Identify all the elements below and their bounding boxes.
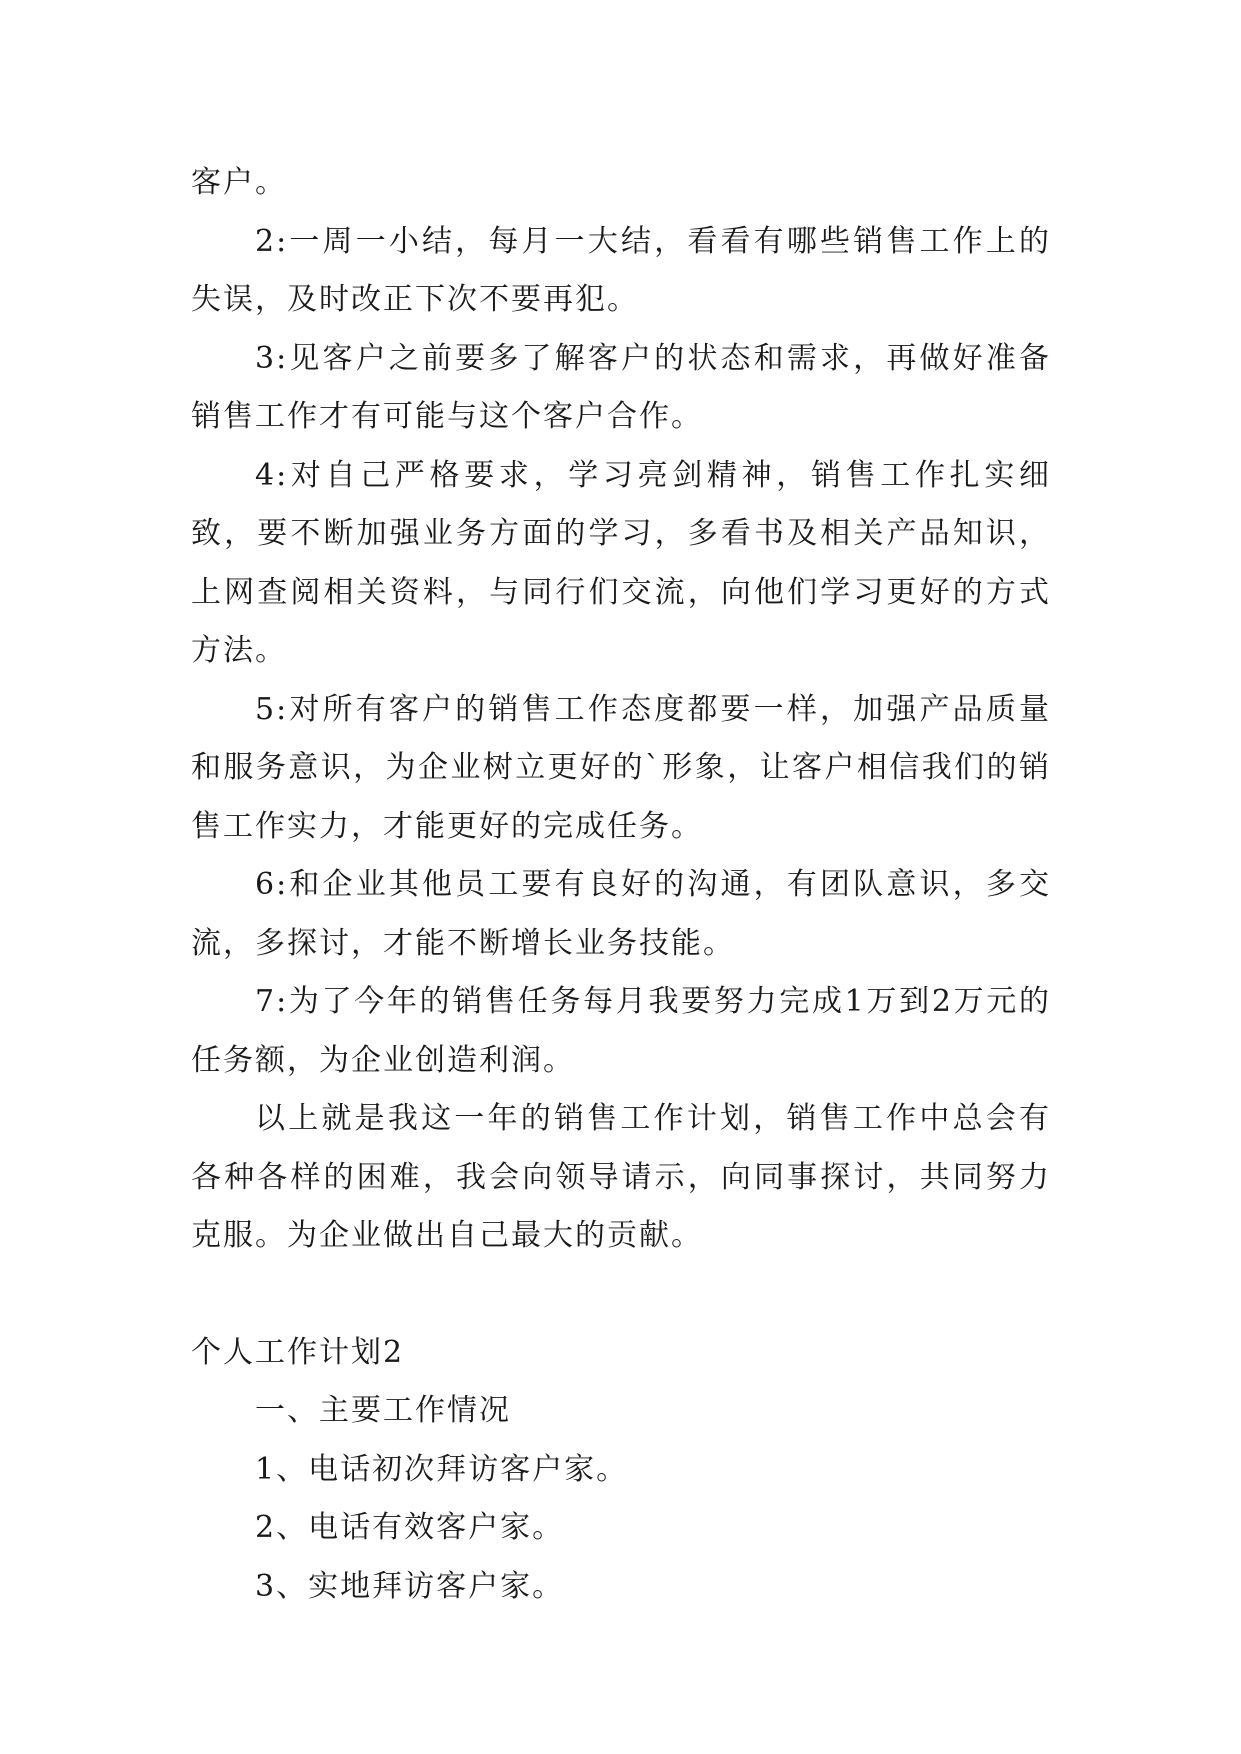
subsection-heading: 一、主要工作情况 xyxy=(255,1393,511,1428)
paragraph-conclusion: 以上就是我这一年的销售工作计划，销售工作中总会有各种各样的困难，我会向领导请示，向同事探讨，共同努力克服。为企业做出自己最大的贡献。 xyxy=(191,1101,1051,1253)
paragraph-item-5: 5:对所有客户的销售工作态度都要一样，加强产品质量和服务意识，为企业树立更好的`形象，让客户相信我们的销售工作实力，才能更好的完成任务。 xyxy=(191,691,1051,844)
section-spacer xyxy=(191,1266,1051,1324)
paragraph-item-6: 6:和企业其他员工要有良好的沟通，有团队意识，多交流，多探讨，才能不断增长业务技能。 xyxy=(191,867,1051,961)
paragraph-item-7: 7:为了今年的销售任务每月我要努力完成1万到2万元的任务额，为企业创造利润。 xyxy=(191,984,1051,1078)
list-item: 2、电话有效客户家。 xyxy=(255,1510,565,1545)
paragraph-item-2: 2:一周一小结，每月一大结，看看有哪些销售工作上的失误，及时改正下次不要再犯。 xyxy=(191,223,1051,317)
list-item: 3、实地拜访客户家。 xyxy=(255,1568,565,1604)
section-title: 个人工作计划2 xyxy=(191,1334,405,1370)
document-body xyxy=(191,154,1051,1616)
paragraph-item-3: 3:见客户之前要多了解客户的状态和需求，再做好准备销售工作才有可能与这个客户合作。 xyxy=(191,340,1051,434)
list-item: 1、电话初次拜访客户家。 xyxy=(255,1451,629,1487)
paragraph-continuation: 客户。 xyxy=(191,165,287,200)
paragraph-item-4: 4:对自己严格要求，学习亮剑精神，销售工作扎实细致，要不断加强业务方面的学习，多看书及相关产品知识，上网查阅相关资料，与同行们交流，向他们学习更好的方式方法。 xyxy=(191,457,1051,668)
